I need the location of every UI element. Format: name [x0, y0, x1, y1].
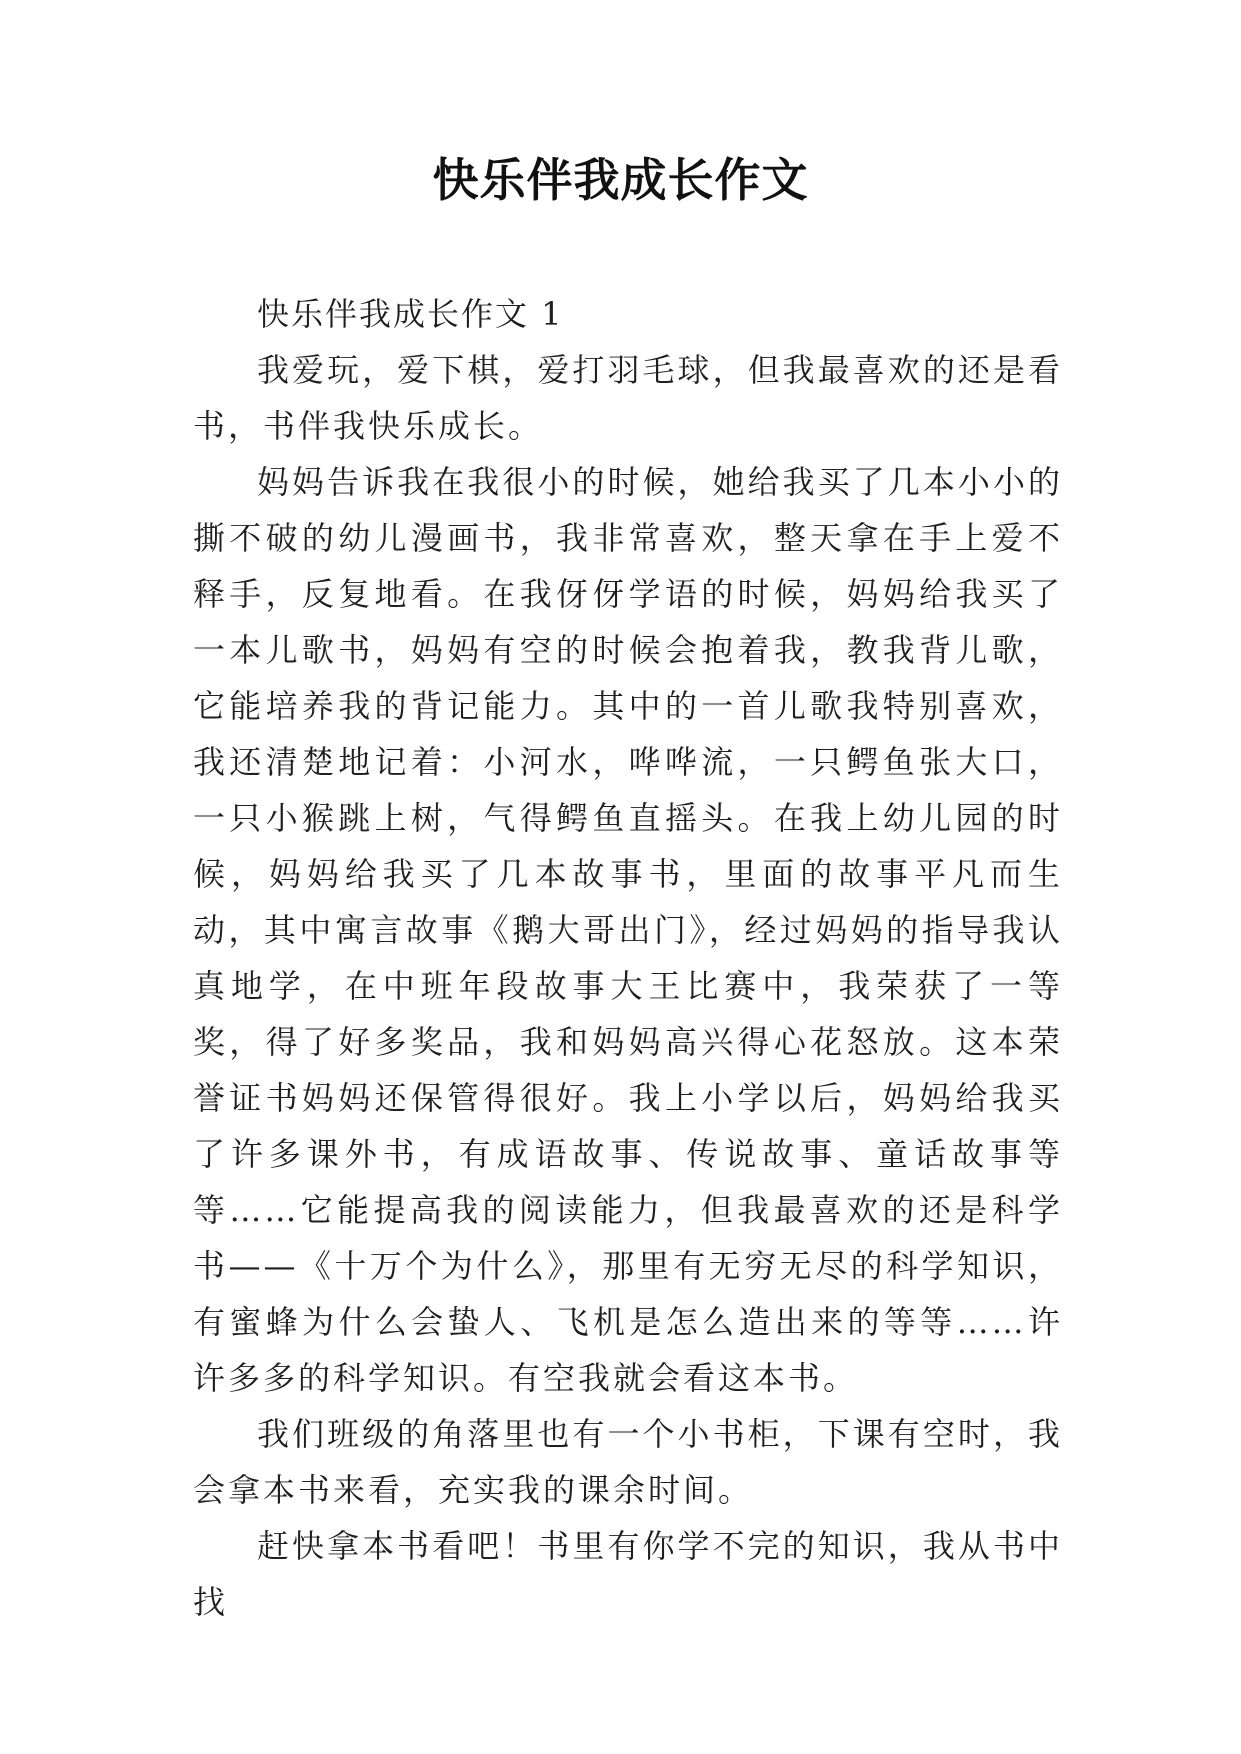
paragraph-1: 我爱玩，爱下棋，爱打羽毛球，但我最喜欢的还是看书，书伴我快乐成长。 — [193, 351, 1063, 445]
document-title: 快乐伴我成长作文 — [432, 153, 809, 207]
essay-subheading: 快乐伴我成长作文 1 — [257, 295, 564, 333]
paragraph-4: 赶快拿本书看吧！书里有你学不完的知识，我从书中找 — [193, 1527, 1063, 1621]
paragraph-3: 我们班级的角落里也有一个小书柜，下课有空时，我会拿本书来看，充实我的课余时间。 — [193, 1415, 1063, 1509]
paragraph-2: 妈妈告诉我在我很小的时候，她给我买了几本小小的撕不破的幼儿漫画书，我非常喜欢，整天拿在手上爱不释手，反复地看。在我伢伢学语的时候，妈妈给我买了一本儿歌书，妈妈有空的时候会抱着我，教我背儿歌，它能培养我的背记能力。其中的一首儿歌我特别喜欢，我还清楚地记着：小河水，哗哗流，一只鳄鱼张大口，一只小猴跳上树，气得鳄鱼直摇头。在我上幼儿园的时候，妈妈给我买了几本故事书，里面的故事平凡而生动，其中寓言故事《鹅大哥出门》，经过妈妈的指导我认真地学，在中班年段故事大王比赛中，我荣获了一等奖，得了好多奖品，我和妈妈高兴得心花怒放。这本荣誉证书妈妈还保管得很好。我上小学以后，妈妈给我买了许多课外书，有成语故事、传说故事、童话故事等等……它能提高我的阅读能力，但我最喜欢的还是科学书——《十万个为什么》，那里有无穷无尽的科学知识，有蜜蜂为什么会蛰人、飞机是怎么造出来的等等……许许多多的科学知识。有空我就会看这本书。 — [193, 463, 1063, 1397]
document-body — [193, 286, 1063, 1630]
